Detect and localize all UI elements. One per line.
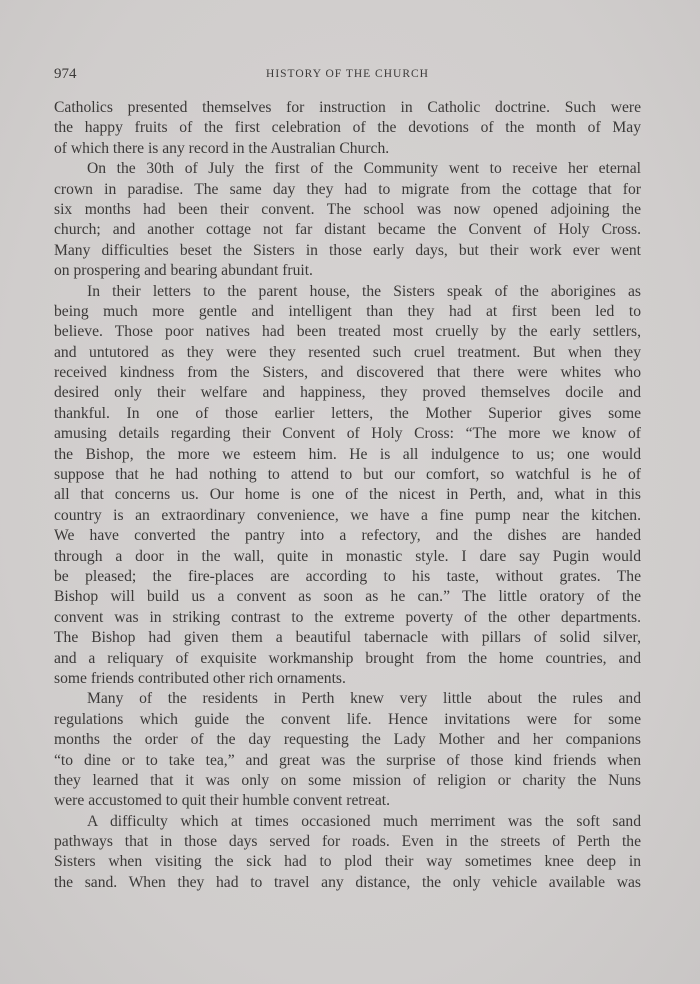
- text-line: were accustomed to quit their humble convent retreat.: [54, 792, 391, 810]
- page-number: 974: [54, 66, 77, 82]
- paragraph: [54, 98, 641, 159]
- text-line: Sisters when visiting the sick had to plod their way sometimes knee deep in: [54, 853, 641, 871]
- paragraph: [54, 282, 641, 690]
- text-line: six months had been their convent. The school was now opened adjoining the: [54, 200, 641, 218]
- text-line: regulations which guide the convent life. Hence invitations were for some: [54, 710, 641, 728]
- paragraph: [54, 159, 641, 281]
- text-line: In their letters to the parent house, the Sisters speak of the aborigines as: [87, 282, 641, 300]
- text-line: be pleased; the fire-places are according to his taste, without grates. The: [54, 567, 641, 585]
- paragraph: [54, 812, 641, 894]
- running-title: HISTORY OF THE CHURCH: [266, 68, 429, 80]
- text-line: A difficulty which at times occasioned much merriment was the soft sand: [87, 812, 641, 830]
- text-line: being much more gentle and intelligent than they had at first been led to: [54, 302, 641, 320]
- text-line: the Bishop, the more we esteem him. He is all indulgence to us; one would: [54, 445, 641, 463]
- text-line: the sand. When they had to travel any distance, the only vehicle available was: [54, 873, 641, 891]
- text-line: believe. Those poor natives had been treated most cruelly by the early settlers,: [54, 323, 641, 341]
- text-line: Many of the residents in Perth knew very little about the rules and: [87, 690, 641, 708]
- text-line: desired only their welfare and happiness, they proved themselves docile and: [54, 384, 641, 402]
- text-line: and a reliquary of exquisite workmanship brought from the home countries, and: [54, 649, 641, 667]
- page-body: [54, 98, 641, 893]
- text-line: of which there is any record in the Australian Church.: [54, 139, 390, 157]
- text-line: months the order of the day requesting the Lady Mother and her companions: [54, 731, 641, 749]
- text-line: thankful. In one of those earlier letters, the Mother Superior gives some: [54, 404, 641, 422]
- text-line: they learned that it was only on some mission of religion or charity the Nuns: [54, 771, 641, 789]
- text-line: received kindness from the Sisters, and discovered that there were whites who: [54, 364, 641, 382]
- text-line: crown in paradise. The same day they had to migrate from the cottage that for: [54, 180, 641, 198]
- text-line: some friends contributed other rich ornaments.: [54, 669, 346, 687]
- text-line: amusing details regarding their Convent of Holy Cross: “The more we know of: [54, 425, 641, 443]
- text-line: church; and another cottage not far distant became the Convent of Holy Cross.: [54, 221, 641, 239]
- text-line: Bishop will build us a convent as soon as he can.” The little oratory of the: [54, 588, 641, 606]
- text-line: convent was in striking contrast to the extreme poverty of the other departments.: [54, 608, 641, 626]
- paragraph: [54, 689, 641, 811]
- text-line: through a door in the wall, quite in monastic style. I dare say Pugin would: [54, 547, 641, 565]
- text-line: Many difficulties beset the Sisters in those early days, but their work ever went: [54, 241, 641, 259]
- text-line: “to dine or to take tea,” and great was the surprise of those kind friends when: [54, 751, 641, 769]
- text-line: We have converted the pantry into a refectory, and the dishes are handed: [54, 527, 641, 545]
- text-line: country is an extraordinary convenience, we have a fine pump near the kitchen.: [54, 506, 641, 524]
- text-line: the happy fruits of the first celebration of the devotions of the month of May: [54, 119, 641, 137]
- text-line: Catholics presented themselves for instruction in Catholic doctrine. Such were: [54, 99, 641, 116]
- text-line: On the 30th of July the first of the Community went to receive her eternal: [87, 160, 641, 178]
- page-header: [54, 66, 641, 86]
- text-line: The Bishop had given them a beautiful tabernacle with pillars of solid silver,: [54, 629, 641, 647]
- text-line: pathways that in those days served for roads. Even in the streets of Perth the: [54, 833, 641, 851]
- text-line: suppose that he had nothing to attend to but our comfort, so watchful is he of: [54, 466, 641, 484]
- text-line: and untutored as they were they resented such cruel treatment. But when they: [54, 343, 641, 361]
- text-line: all that concerns us. Our home is one of the nicest in Perth, and, what in this: [54, 486, 641, 504]
- text-line: on prospering and bearing abundant fruit.: [54, 262, 313, 280]
